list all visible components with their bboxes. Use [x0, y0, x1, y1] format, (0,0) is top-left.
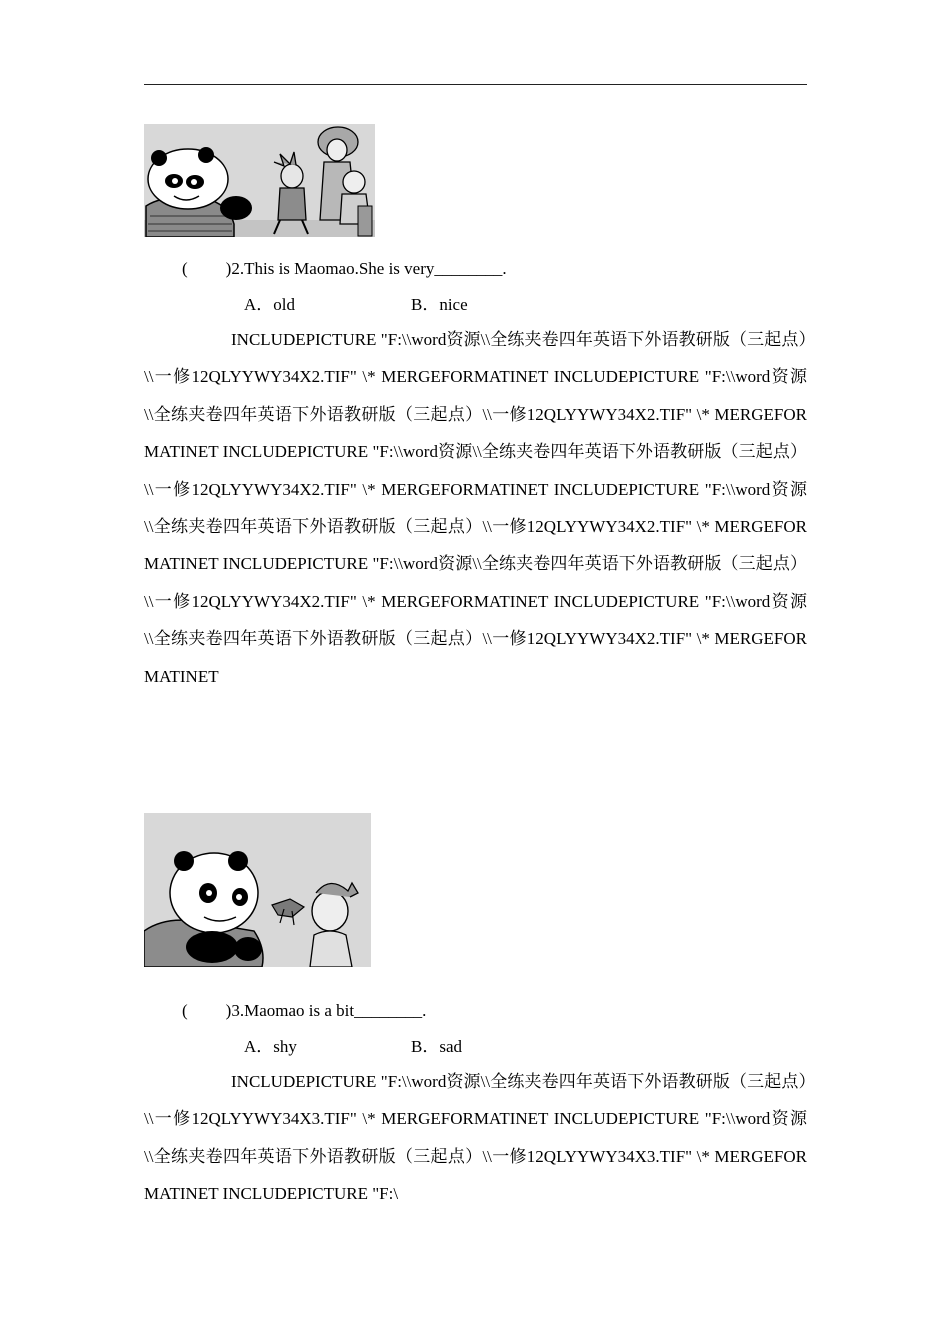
question-3-text: 3.Maomao is a bit________.	[231, 1001, 427, 1020]
question-2-text: 2.This is Maomao.She is very________.	[231, 259, 507, 278]
illustration-panda-with-girl-art	[144, 813, 371, 967]
question-2-line	[182, 259, 507, 279]
option-b: B．nice	[411, 295, 468, 314]
option-a: A．old	[244, 295, 295, 314]
question-3-options	[244, 1037, 462, 1057]
option-b: B．sad	[411, 1037, 462, 1056]
answer-bracket-open: (	[182, 259, 188, 278]
answer-bracket-open: (	[182, 1001, 188, 1020]
question-3-line	[182, 1001, 426, 1021]
header-rule	[144, 84, 807, 85]
illustration-panda-with-children-art	[144, 124, 375, 237]
field-code-paragraph-2: INCLUDEPICTURE "F:\\word资源\\全练夹卷四年英语下外语教研版（三起点）\\一修12QLYYWY34X3.TIF" \* MERGEFORMATINET INCLUDEPICTURE "F:\\word资源\\全练夹卷四年英语下外语教研版（三起点）\\一修12QLYYWY34X3.TIF" \* MERGEFORMATINET INCLUDEPICTURE "F:\	[144, 1072, 807, 1204]
answer-bracket-close: )	[225, 259, 232, 278]
field-code-paragraph-1: INCLUDEPICTURE "F:\\word资源\\全练夹卷四年英语下外语教研版（三起点）\\一修12QLYYWY34X2.TIF" \* MERGEFORMATINET INCLUDEPICTURE "F:\\word资源\\全练夹卷四年英语下外语教研版（三起点）\\一修12QLYYWY34X2.TIF" \* MERGEFORMATINET INCLUDEPICTURE "F:\\word资源\\全练夹卷四年英语下外语教研版（三起点）\\一修12QLYYWY34X2.TIF" \* MERGEFORMATINET INCLUDEPICTURE "F:\\word资源\\全练夹卷四年英语下外语教研版（三起点）\\一修12QLYYWY34X2.TIF" \* MERGEFORMATINET INCLUDEPICTURE "F:\\word资源\\全练夹卷四年英语下外语教研版（三起点）\\一修12QLYYWY34X2.TIF" \* MERGEFORMATINET INCLUDEPICTURE "F:\\word资源\\全练夹卷四年英语下外语教研版（三起点）\\一修12QLYYWY34X2.TIF" \* MERGEFORMATINET	[144, 330, 807, 686]
illustration-panda-with-girl	[144, 813, 371, 967]
illustration-panda-with-children	[144, 124, 375, 237]
answer-bracket-close: )	[225, 1001, 232, 1020]
option-a: A．shy	[244, 1037, 297, 1056]
question-2-options	[244, 295, 468, 315]
